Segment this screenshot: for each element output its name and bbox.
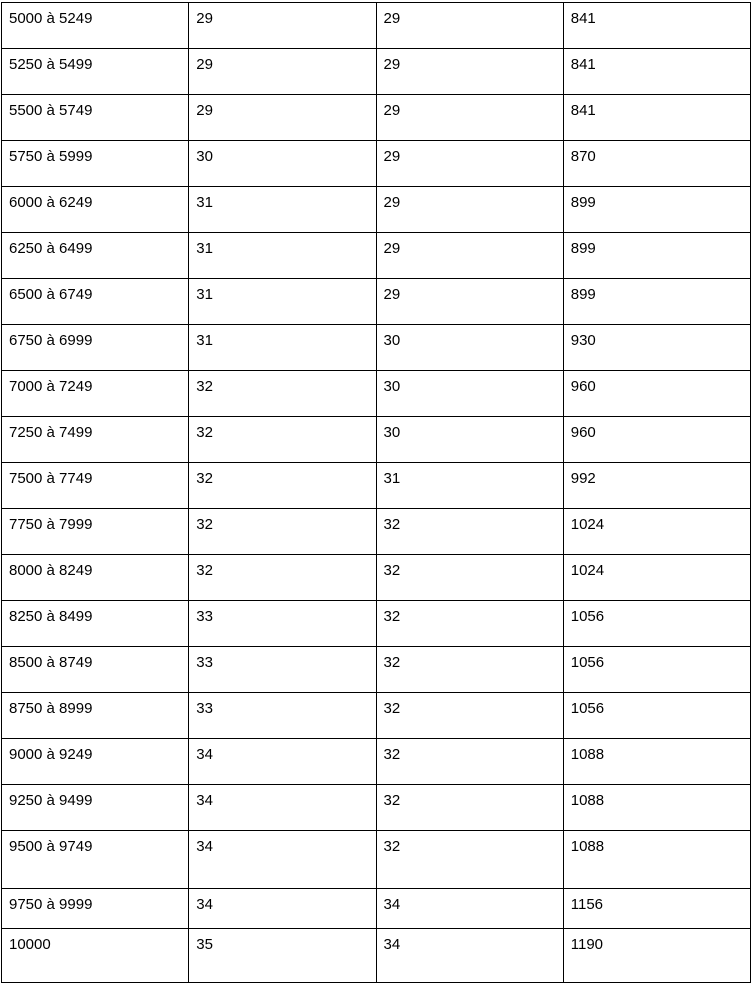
table-cell: 899 — [563, 187, 750, 233]
data-table — [1, 2, 751, 983]
table-cell: 32 — [189, 417, 376, 463]
table-cell: 960 — [563, 371, 750, 417]
table-cell: 870 — [563, 141, 750, 187]
table-cell: 5500 à 5749 — [2, 95, 189, 141]
table-cell: 32 — [376, 647, 563, 693]
table-row — [2, 831, 751, 889]
table-cell: 1056 — [563, 601, 750, 647]
table-cell: 32 — [376, 601, 563, 647]
table-cell: 29 — [189, 49, 376, 95]
table-cell: 899 — [563, 279, 750, 325]
table-cell: 29 — [376, 141, 563, 187]
table-cell: 930 — [563, 325, 750, 371]
table-row — [2, 647, 751, 693]
table-cell: 992 — [563, 463, 750, 509]
table-cell: 1190 — [563, 929, 750, 983]
table-cell: 5750 à 5999 — [2, 141, 189, 187]
table-cell: 35 — [189, 929, 376, 983]
table-cell: 841 — [563, 3, 750, 49]
table-cell: 6000 à 6249 — [2, 187, 189, 233]
table-cell: 7000 à 7249 — [2, 371, 189, 417]
table-cell: 33 — [189, 693, 376, 739]
table-cell: 5000 à 5249 — [2, 3, 189, 49]
table-cell: 8000 à 8249 — [2, 555, 189, 601]
table-row — [2, 187, 751, 233]
table-cell: 34 — [189, 831, 376, 889]
table-cell: 1024 — [563, 555, 750, 601]
table-cell: 31 — [376, 463, 563, 509]
table-cell: 34 — [189, 739, 376, 785]
table-row — [2, 371, 751, 417]
table-cell: 1056 — [563, 693, 750, 739]
table-cell: 31 — [189, 233, 376, 279]
table-row — [2, 3, 751, 49]
table-row — [2, 785, 751, 831]
table-cell: 30 — [189, 141, 376, 187]
table-cell: 1156 — [563, 889, 750, 929]
table-cell: 30 — [376, 417, 563, 463]
table-cell: 899 — [563, 233, 750, 279]
table-cell: 29 — [376, 233, 563, 279]
table-row — [2, 601, 751, 647]
table-cell: 6500 à 6749 — [2, 279, 189, 325]
table-cell: 9250 à 9499 — [2, 785, 189, 831]
table-cell: 32 — [376, 831, 563, 889]
table-row — [2, 233, 751, 279]
table-cell: 8250 à 8499 — [2, 601, 189, 647]
table-cell: 841 — [563, 49, 750, 95]
table-cell: 1024 — [563, 509, 750, 555]
table-cell: 32 — [376, 509, 563, 555]
table-cell: 32 — [376, 785, 563, 831]
table-cell: 9750 à 9999 — [2, 889, 189, 929]
table-cell: 30 — [376, 371, 563, 417]
table-cell: 32 — [189, 463, 376, 509]
table-cell: 34 — [189, 889, 376, 929]
table-cell: 32 — [376, 693, 563, 739]
table-cell: 8750 à 8999 — [2, 693, 189, 739]
table-cell: 34 — [189, 785, 376, 831]
table-cell: 6250 à 6499 — [2, 233, 189, 279]
table-row — [2, 95, 751, 141]
table-cell: 31 — [189, 325, 376, 371]
table-row — [2, 509, 751, 555]
table-cell: 1088 — [563, 831, 750, 889]
table-row — [2, 141, 751, 187]
table-cell: 960 — [563, 417, 750, 463]
table-cell: 29 — [189, 95, 376, 141]
table-cell: 30 — [376, 325, 563, 371]
table-cell: 31 — [189, 279, 376, 325]
table-cell: 32 — [189, 371, 376, 417]
table-cell: 34 — [376, 889, 563, 929]
table-cell: 32 — [376, 555, 563, 601]
table-cell: 7250 à 7499 — [2, 417, 189, 463]
table-cell: 32 — [189, 555, 376, 601]
table-cell: 7500 à 7749 — [2, 463, 189, 509]
table-cell: 29 — [189, 3, 376, 49]
table-body — [2, 3, 751, 983]
table-row — [2, 325, 751, 371]
table-cell: 7750 à 7999 — [2, 509, 189, 555]
table-row — [2, 463, 751, 509]
table-cell: 29 — [376, 3, 563, 49]
table-cell: 31 — [189, 187, 376, 233]
table-cell: 6750 à 6999 — [2, 325, 189, 371]
table-cell: 1088 — [563, 785, 750, 831]
table-row — [2, 417, 751, 463]
table-cell: 32 — [376, 739, 563, 785]
table-cell: 9500 à 9749 — [2, 831, 189, 889]
table-cell: 9000 à 9249 — [2, 739, 189, 785]
table-cell: 32 — [189, 509, 376, 555]
table-row — [2, 889, 751, 929]
table-cell: 8500 à 8749 — [2, 647, 189, 693]
table-cell: 1088 — [563, 739, 750, 785]
table-row — [2, 555, 751, 601]
table-row — [2, 929, 751, 983]
table-cell: 33 — [189, 647, 376, 693]
table-row — [2, 693, 751, 739]
table-cell: 5250 à 5499 — [2, 49, 189, 95]
table-row — [2, 49, 751, 95]
table-cell: 29 — [376, 279, 563, 325]
table-row — [2, 279, 751, 325]
table-cell: 29 — [376, 187, 563, 233]
table-cell: 841 — [563, 95, 750, 141]
table-cell: 29 — [376, 95, 563, 141]
table-cell: 33 — [189, 601, 376, 647]
table-cell: 34 — [376, 929, 563, 983]
table-cell: 29 — [376, 49, 563, 95]
table-cell: 10000 — [2, 929, 189, 983]
table-row — [2, 739, 751, 785]
table-cell: 1056 — [563, 647, 750, 693]
